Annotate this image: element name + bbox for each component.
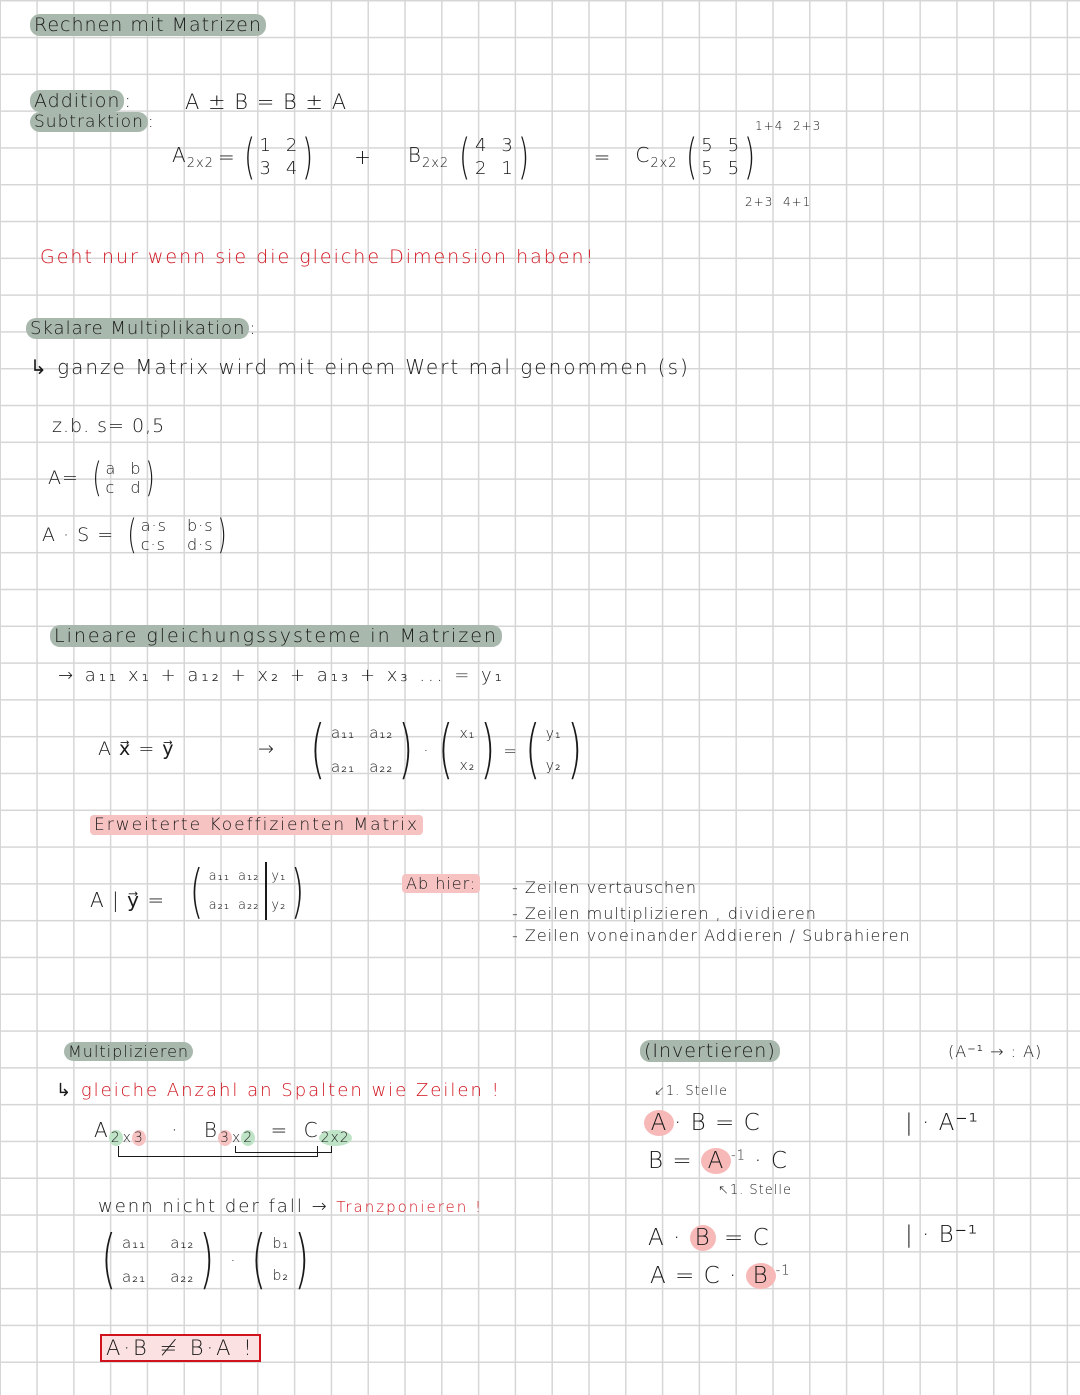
row-operations-list [512, 874, 911, 950]
commutative-rule: A ± B = B ± A [185, 90, 348, 114]
dimension-warning: Geht nur wenn sie die gleiche Dimension haben! [40, 246, 596, 268]
multiplication-heading: Multiplizieren [64, 1042, 193, 1061]
matrix-A: ( 1 2 3 4 ) [243, 129, 315, 185]
first-position-top: ↙1. Stelle [654, 1084, 728, 1099]
matrix-B-label: $B_{2x2}$ [407, 143, 450, 171]
dimension-example: A $_{2 x 3}$ · B $_{3 x 2}$ = C $_{2x2}$ [94, 1118, 350, 1146]
inversion-eq-3: A · B = C [648, 1225, 770, 1251]
matrix-vector-product: ( a₁₁ a₁₂ a₂₁ a₂₂ ) · ( x₁ x₂ ) = ( y₁ y₂ ) [310, 713, 583, 787]
noncommutative-box: A·B ≠ B·A ! [100, 1334, 261, 1362]
row-operation: - Zeilen voneinander Addieren / Subrahieren [512, 926, 911, 945]
transpose-note: wenn nicht der fall → Tranzponieren ! [98, 1196, 484, 1217]
matrix-C-label: $C_{2x2}$ [635, 143, 678, 171]
inversion-eq-2: B = A $^{-1}$ · C [648, 1148, 788, 1174]
scalar-heading: Skalare Multiplikation : [26, 318, 257, 339]
page-title: Rechnen mit Matrizen [30, 14, 266, 36]
arrow-icon: ↳ [30, 355, 49, 379]
vector-form: A x⃗ = y⃗ [98, 738, 175, 760]
matrix-A-label: $A_{2x2}$ [172, 143, 214, 171]
multiplication-example: ( a₁₁ a₁₂ a₂₁ a₂₂ ) · ( b₁ b₂ ) [101, 1223, 310, 1297]
scalar-matrix-A: A= ( a b c d ) [48, 455, 155, 501]
matrix-B: ( 4 3 2 1 ) [459, 129, 530, 185]
subtraction-heading: Subtraktion : [30, 112, 155, 132]
first-position-bottom: ↖1. Stelle [718, 1183, 792, 1198]
inversion-eq-4: A = C · B $^{-1}$ [650, 1263, 791, 1289]
multiplication-rule: ↳ gleiche Anzahl an Spalten wie Zeilen ! [56, 1080, 501, 1101]
linear-equation: → a₁₁ x₁ + a₁₂ + x₂ + a₁₃ + x₃ ... = y₁ [58, 665, 505, 686]
sum-notes-bottom: 2+3 4+1 [745, 195, 812, 209]
inversion-note: (A⁻¹ → : A) [948, 1042, 1043, 1061]
ab-hier-label: Ab hier: [402, 874, 480, 893]
arrow-icon: ↳ [56, 1080, 74, 1101]
row-operation: - Zeilen vertauschen [512, 878, 697, 897]
arrow-icon: → [258, 738, 275, 760]
inversion-eq-1: A · B = C [644, 1110, 761, 1136]
row-operation: - Zeilen multiplizieren , dividieren [512, 904, 817, 923]
addition-example: $A_{2x2}$ = ( 1 2 3 4 ) + $B_{2x2}$ ( 4 3 2 1 ) = $C_{2x2}$ ( 5 5 5 5 ) [172, 133, 760, 181]
dimension-bracket-inner [235, 1146, 332, 1153]
inversion-heading: (Invertieren) [640, 1040, 780, 1062]
addition-heading: Addition : [30, 90, 132, 112]
scalar-description: ↳ ganze Matrix wird mit einem Wert mal genommen (s) [30, 355, 690, 379]
extended-matrix-heading: Erweiterte Koeffizienten Matrix [90, 815, 423, 835]
inversion-op-1: | · A⁻¹ [905, 1110, 979, 1136]
inversion-op-2: | · B⁻¹ [905, 1222, 979, 1248]
extended-matrix-lhs: A | y⃗ = [90, 888, 166, 912]
arrow-icon: → [311, 1196, 329, 1217]
sum-notes-top: 1+4 2+3 [755, 119, 822, 133]
scalar-example: z.b. s= 0,5 [52, 415, 166, 437]
scalar-matrix-AS: A · S = ( a·s b·s c·s d·s ) [42, 512, 227, 558]
extended-matrix: ( a₁₁ a₁₂ a₂₁ a₂₂ y₁ y₂ ) [189, 857, 306, 925]
linear-heading: Lineare gleichungssysteme in Matrizen [50, 625, 502, 647]
matrix-C: ( 5 5 5 5 ) [685, 129, 756, 185]
